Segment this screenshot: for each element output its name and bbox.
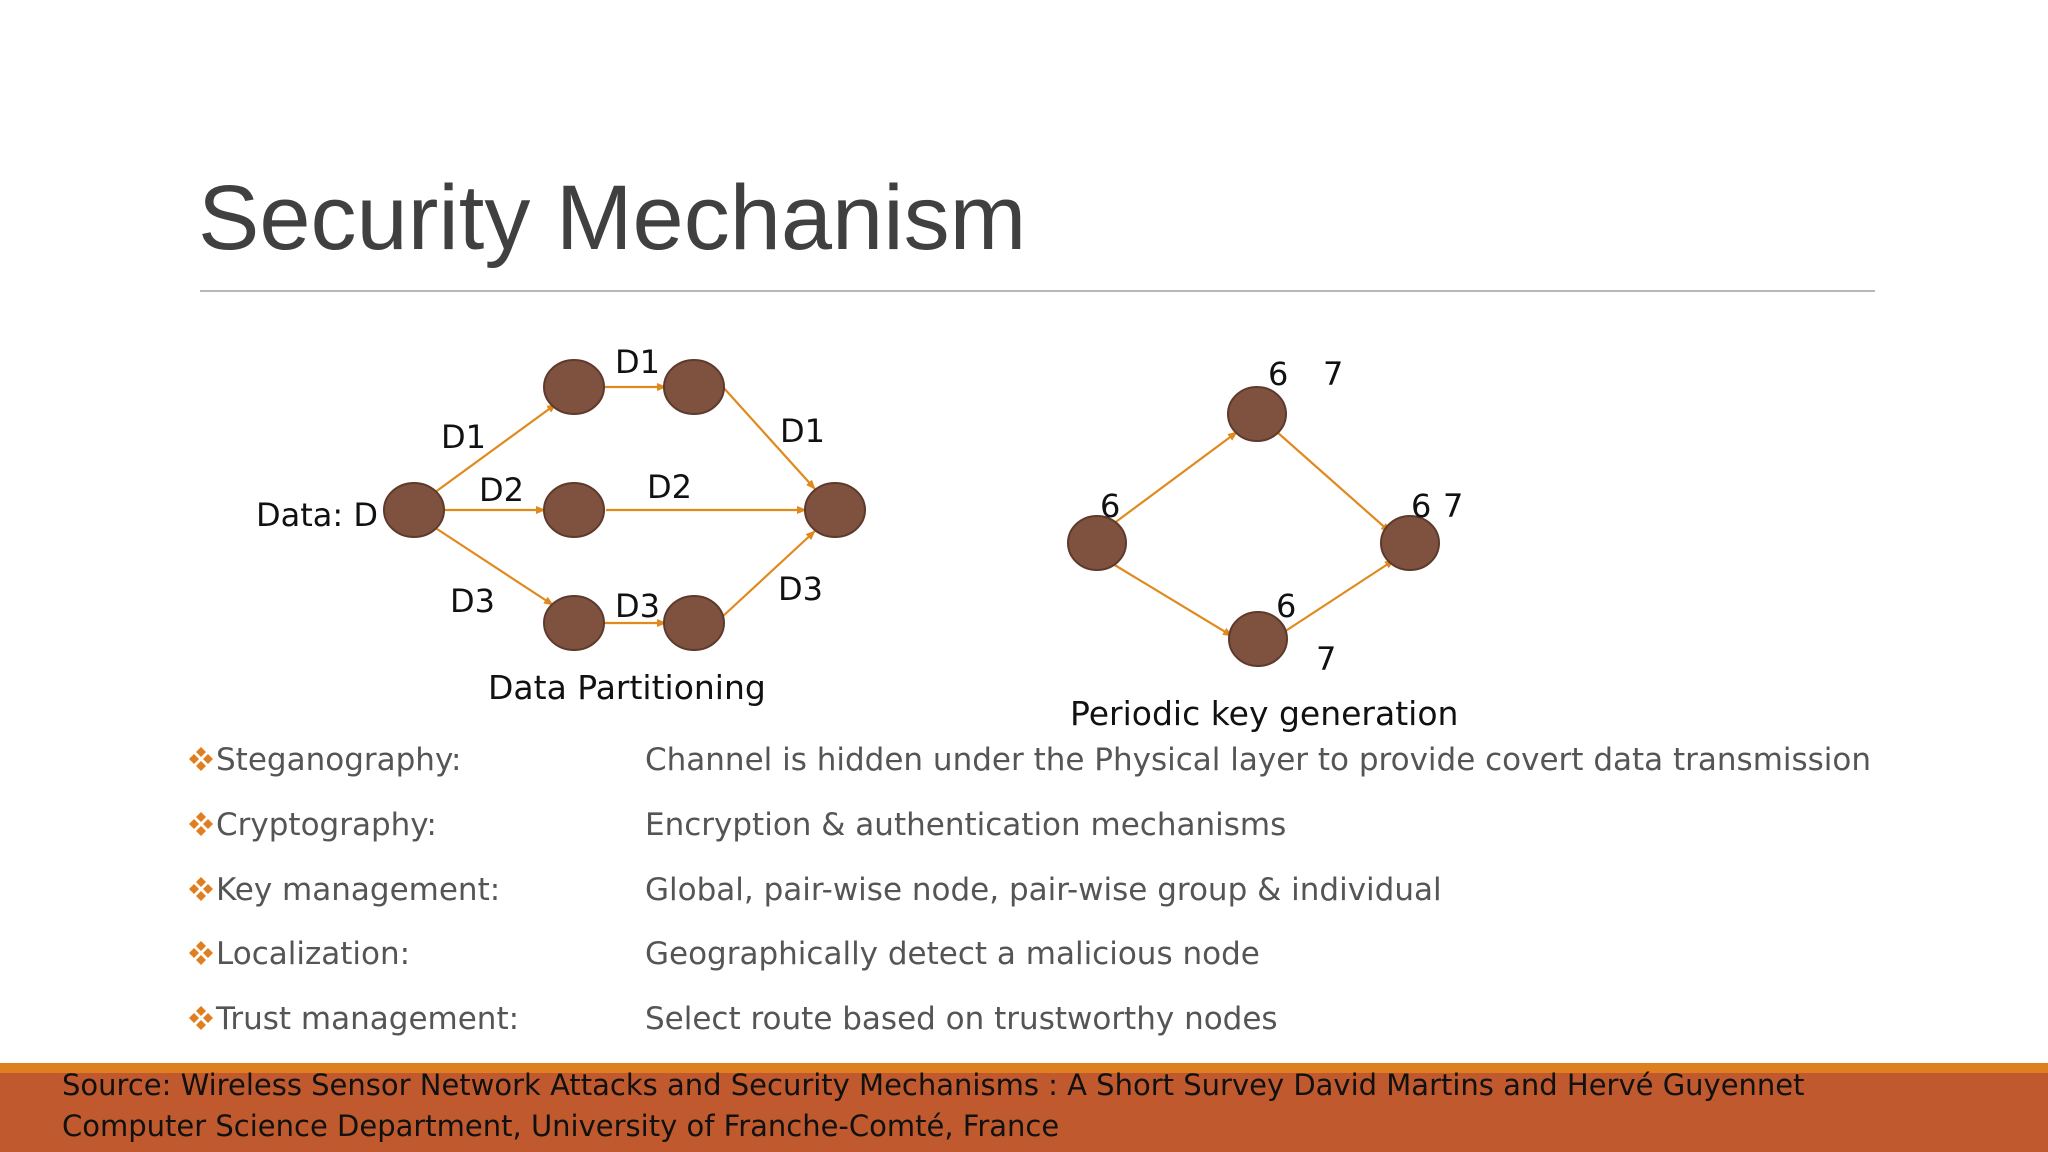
kedge-bottom-right	[1284, 560, 1394, 632]
list-item-description: Channel is hidden under the Physical layer to provide covert data transmission	[645, 742, 1872, 778]
diamond-bullet-icon	[186, 809, 216, 839]
node-top-2	[664, 360, 724, 414]
node-top-1	[544, 360, 604, 414]
source-line-1: Source: Wireless Sensor Network Attacks and Security Mechanisms : A Short Survey David Martins and Hervé Guyennet	[62, 1068, 1805, 1102]
edge-label-d3-c: D3	[778, 570, 823, 608]
list-item-term: Localization:	[216, 936, 411, 972]
list-item	[186, 936, 1260, 986]
node-middle	[544, 483, 604, 537]
source-citation	[62, 1065, 2022, 1147]
key-label-top-b: 7	[1323, 355, 1344, 393]
source-label: Data: D	[256, 496, 378, 534]
edge-label-d3-a: D3	[450, 582, 495, 620]
edge-label-d1-a: D1	[441, 418, 486, 456]
slide-title: Security Mechanism	[198, 167, 1027, 269]
data-partitioning-diagram	[256, 343, 865, 707]
list-item	[186, 872, 1442, 922]
edge-label-d2-b: D2	[647, 468, 692, 506]
node-bottom-2	[664, 596, 724, 650]
key-label-right-a: 6	[1411, 487, 1432, 525]
periodic-key-generation-caption: Periodic key generation	[1070, 694, 1459, 733]
key-label-bottom-a: 6	[1276, 587, 1297, 625]
source-line-2: Computer Science Department, University of Franche-Comté, France	[62, 1109, 1060, 1143]
edge-label-d2-a: D2	[479, 471, 524, 509]
kedge-left-top	[1113, 432, 1237, 524]
list-item-description: Encryption & authentication mechanisms	[645, 807, 1287, 843]
edge-label-d3-b: D3	[615, 587, 660, 625]
key-label-right-b: 7	[1443, 487, 1464, 525]
diamond-bullet-icon	[186, 938, 216, 968]
list-item	[186, 742, 1872, 792]
list-item-description: Select route based on trustworthy nodes	[645, 1001, 1278, 1037]
key-label-bottom-b: 7	[1316, 640, 1337, 678]
list-item-term: Trust management:	[216, 1001, 520, 1037]
list-item-term: Cryptography:	[216, 807, 437, 843]
list-item-term: Steganography:	[216, 742, 462, 778]
list-item-description: Geographically detect a malicious node	[645, 936, 1260, 972]
node-source	[384, 483, 444, 537]
list-item-description: Global, pair-wise node, pair-wise group & individual	[645, 872, 1442, 908]
list-item	[186, 1001, 1278, 1051]
node-sink	[805, 483, 865, 537]
edge-label-d1-b: D1	[615, 343, 660, 381]
kedge-left-bottom	[1113, 564, 1232, 636]
list-item-term: Key management:	[216, 872, 501, 908]
data-partitioning-caption: Data Partitioning	[488, 668, 766, 707]
list-item	[186, 807, 1287, 857]
knode-top	[1228, 387, 1286, 441]
node-bottom-1	[544, 596, 604, 650]
kedge-top-right	[1277, 432, 1390, 532]
edge-label-d1-c: D1	[780, 412, 825, 450]
key-label-top-a: 6	[1268, 355, 1289, 393]
periodic-key-generation-diagram	[1068, 355, 1463, 733]
key-label-left: 6	[1100, 487, 1121, 525]
diamond-bullet-icon	[186, 874, 216, 904]
diamond-bullet-icon	[186, 1003, 216, 1033]
diamond-bullet-icon	[186, 744, 216, 774]
